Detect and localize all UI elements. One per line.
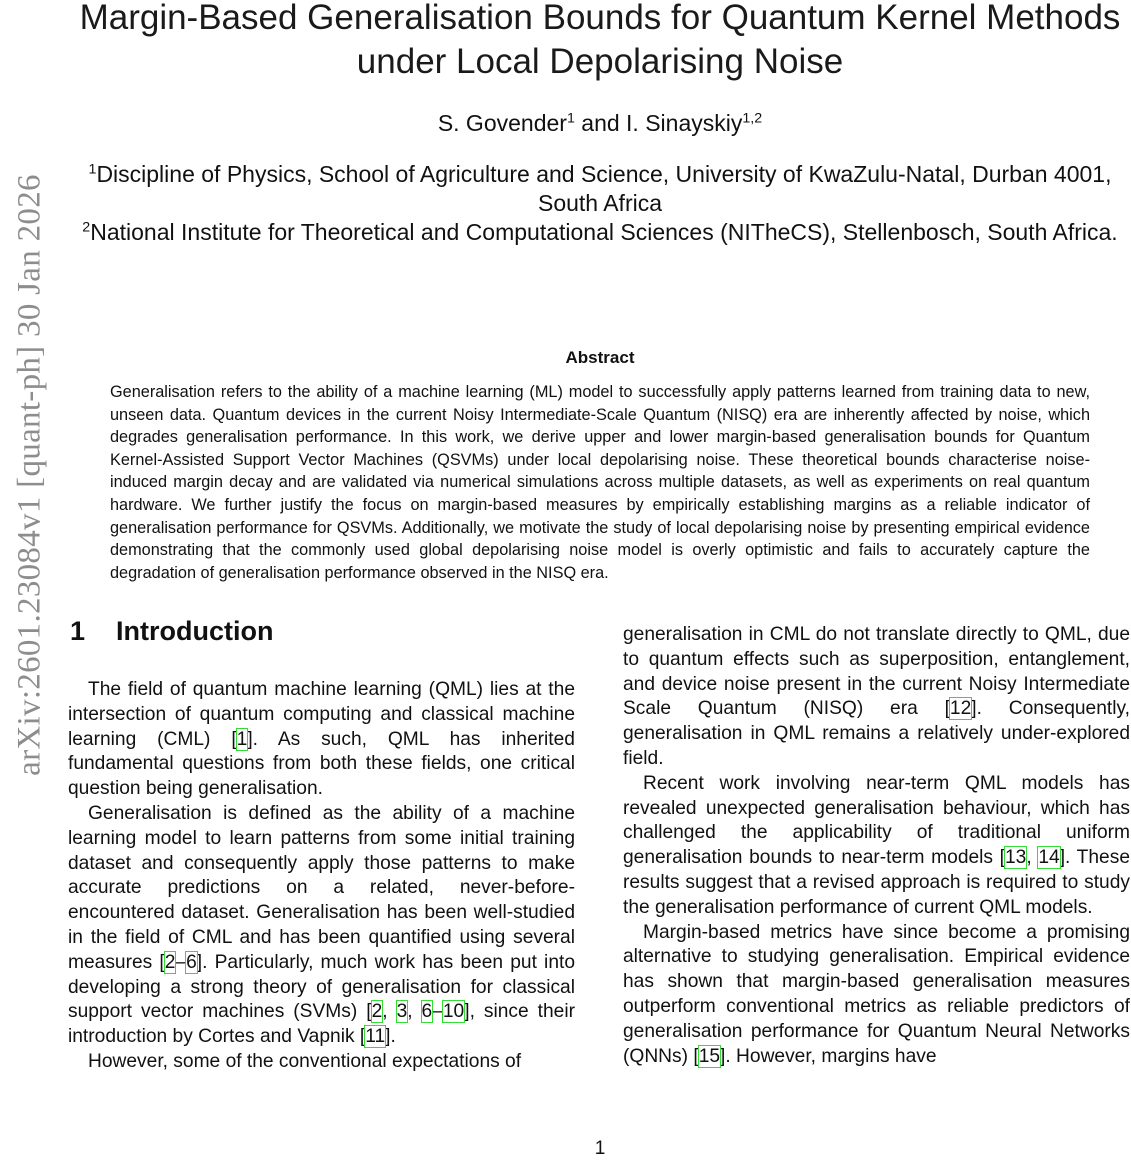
section-number: 1 <box>70 616 86 646</box>
paragraph-text: . These results suggest that a revised approach is required to study the generalisation performance of current QML models. <box>623 847 1130 918</box>
intro-paragraph-5: Margin-based metrics have since become a promising alternative to studying generalisation. Empirical evidence has shown that margin-based generalisation measures outperform conventional metrics as reliable predictors of generalisation performance for Quantum Neural Networks (QNNs) [15]. However, margins have <box>623 921 1130 1067</box>
paragraph-text: Margin-based metrics have since become a promising alternative to studying generalisation. Empirical evidence has shown that margin-based generalisation measures outperform conventional metrics as reliable predictors of generalisation performance for Quantum Neural Networks (QNNs) <box>623 921 1130 1067</box>
citation-link[interactable]: 6 <box>421 1001 433 1023</box>
citation-link[interactable]: 1 <box>236 728 248 750</box>
citation-link[interactable]: 3 <box>396 1001 408 1023</box>
paragraph-text: However, some of the conventional expectations of <box>88 1050 522 1072</box>
citation-link[interactable]: 2 <box>164 951 176 973</box>
citation-link[interactable]: 6 <box>186 951 197 973</box>
paragraph-text: . Consequently, generalisation in QML remains a relatively under-explored field. <box>623 698 1130 769</box>
paper-title: Margin-Based Generalisation Bounds for Quantum Kernel Methods under Local Depolarising Noise <box>79 0 1121 81</box>
intro-paragraph-3-continued: generalisation in CML do not translate directly to QML, due to quantum effects such as superposition, entanglement, and device noise present in the current Noisy Intermediate Scale Quantum (NISQ) era [12]. Consequently, generalisation in QML remains a relatively under-explored field. <box>623 624 1130 769</box>
citation-link[interactable]: 11 <box>365 1026 386 1048</box>
affiliation-2-text: National Institute for Theoretical and Computational Sciences (NITheCS), Stellenbosch, South Africa. <box>90 219 1118 245</box>
page-number: 1 <box>594 1138 606 1159</box>
author-line <box>60 110 1131 137</box>
paragraph-text: Recent work involving near-term QML models has revealed unexpected generalisation behaviour, which has challenged the applicability of traditional uniform generalisation bounds to near-term models <box>623 772 1130 869</box>
arxiv-identifier-stamp <box>0 174 60 776</box>
left-column <box>68 678 575 1075</box>
author-2-name: I. Sinayskiy <box>626 110 743 136</box>
author-1-affiliation-mark: 1 <box>566 110 575 127</box>
abstract-heading: Abstract <box>565 348 635 367</box>
paragraph-text: . However, margins have <box>725 1045 937 1067</box>
citation-range-dash: – <box>432 1001 443 1023</box>
paragraph-text: . As such, QML has inherited fundamental questions from both these fields, one critical question being generalisation. <box>68 728 575 800</box>
intro-paragraph-3 <box>68 1050 575 1075</box>
affiliation-1 <box>70 160 1130 218</box>
affiliation-1-text: Discipline of Physics, School of Agriculture and Science, University of KwaZulu-Natal, Durban 4001, South Africa <box>96 161 1112 216</box>
author-1-name: S. Govender <box>437 110 567 136</box>
citation-link[interactable]: 15 <box>698 1045 721 1067</box>
section-title: Introduction <box>116 616 274 646</box>
citation-link[interactable]: 10 <box>442 1001 465 1023</box>
paragraph-text: The field of quantum machine learning (QML) lies at the intersection of quantum computing and classical machine learning (CML) <box>68 679 575 750</box>
abstract-body: Generalisation refers to the ability of a machine learning (ML) model to successfully apply patterns learned from training data to new, unseen data. Quantum devices in the current Noisy Intermediate-Scale Quantum (NISQ) era are inherently affected by noise, which degrades generalisation performance. In this work, we derive upper and lower margin-based generalisation bounds for Quantum Kernel-Assisted Support Vector Machines (QSVMs) under local depolarising noise. These theoretical bounds characterise noise-induced margin decay and are validated via numerical simulations across multiple datasets, as well as experiments on real quantum hardware. We further justify the focus on margin-based measures by empirically establishing margins as a reliable indicator of generalisation performance for QSVMs. Additionally, we motivate the study of local depolarising noise by presenting empirical evidence demonstrating that the commonly used global depolarising noise model is overly optimistic and fails to accurately capture the degradation of generalisation performance observed in the NISQ era. <box>110 383 1090 582</box>
citation-link[interactable]: 14 <box>1038 847 1060 869</box>
intro-paragraph-2: Generalisation is defined as the ability of a machine learning model to learn patterns from some initial training dataset and consequently apply those patterns to make accurate predictions on a related, never-before-encountered dataset. Generalisation has been well-studied in the field of CML and has been quantified using several measures [2–6]. Particularly, much work has been put into developing a strong theory of generalisation for classical support vector machines (SVMs) [2, 3, 6–10], since their introduction by Cortes and Vapnik [11]. <box>68 802 575 1048</box>
citation-separator: , <box>382 1001 397 1023</box>
citation-link[interactable]: 13 <box>1005 847 1027 869</box>
paragraph-text: . <box>390 1026 396 1048</box>
paragraph-text: , since their introduction by Cortes and Vapnik <box>68 1001 575 1048</box>
author-2-affiliation-mark: 1,2 <box>742 110 763 127</box>
affiliation-2-mark: 2 <box>82 219 91 236</box>
citation-separator: , <box>407 1001 422 1023</box>
paragraph-text: generalisation in CML do not translate directly to QML, due to quantum effects such as superposition, entanglement, and device noise present in the current Noisy Intermediate Scale Quantum (NISQ) era <box>623 624 1130 720</box>
paragraph-text: . Particularly, much work has been put into developing a strong theory of generalisation for classical support vector machines (SVMs) <box>68 951 575 1023</box>
intro-paragraph-4: Recent work involving near-term QML models has revealed unexpected generalisation behaviour, which has challenged the applicability of traditional uniform generalisation bounds to near-term models [13, 14]. These results suggest that a revised approach is required to study the generalisation performance of current QML models. <box>623 772 1130 918</box>
citation-range-dash: – <box>175 951 187 973</box>
arxiv-id-text: arXiv:2601.23084v1 [quant-ph] 30 Jan 2026 <box>11 174 48 776</box>
paragraph-text: Generalisation is defined as the ability of a machine learning model to learn patterns from some initial training dataset and consequently apply those patterns to make accurate predictions on a related, never-before-encountered dataset. Generalisation has been well-studied in the field of CML and has been quantified using several measures <box>68 802 575 973</box>
citation-link[interactable]: 12 <box>949 698 972 720</box>
author-conjunction: and <box>574 110 627 136</box>
affiliations <box>70 160 1130 247</box>
right-column <box>623 623 1130 1069</box>
intro-paragraph-1: The field of quantum machine learning (QML) lies at the intersection of quantum computing and classical machine learning (CML) [1]. As such, QML has inherited fundamental questions from both these fields, one critical question being generalisation. <box>68 679 575 800</box>
affiliation-1-mark: 1 <box>88 161 97 178</box>
section-heading-introduction <box>70 616 273 647</box>
citation-separator: , <box>1026 847 1039 869</box>
citation-link[interactable]: 2 <box>371 1001 383 1023</box>
affiliation-2 <box>70 218 1130 247</box>
